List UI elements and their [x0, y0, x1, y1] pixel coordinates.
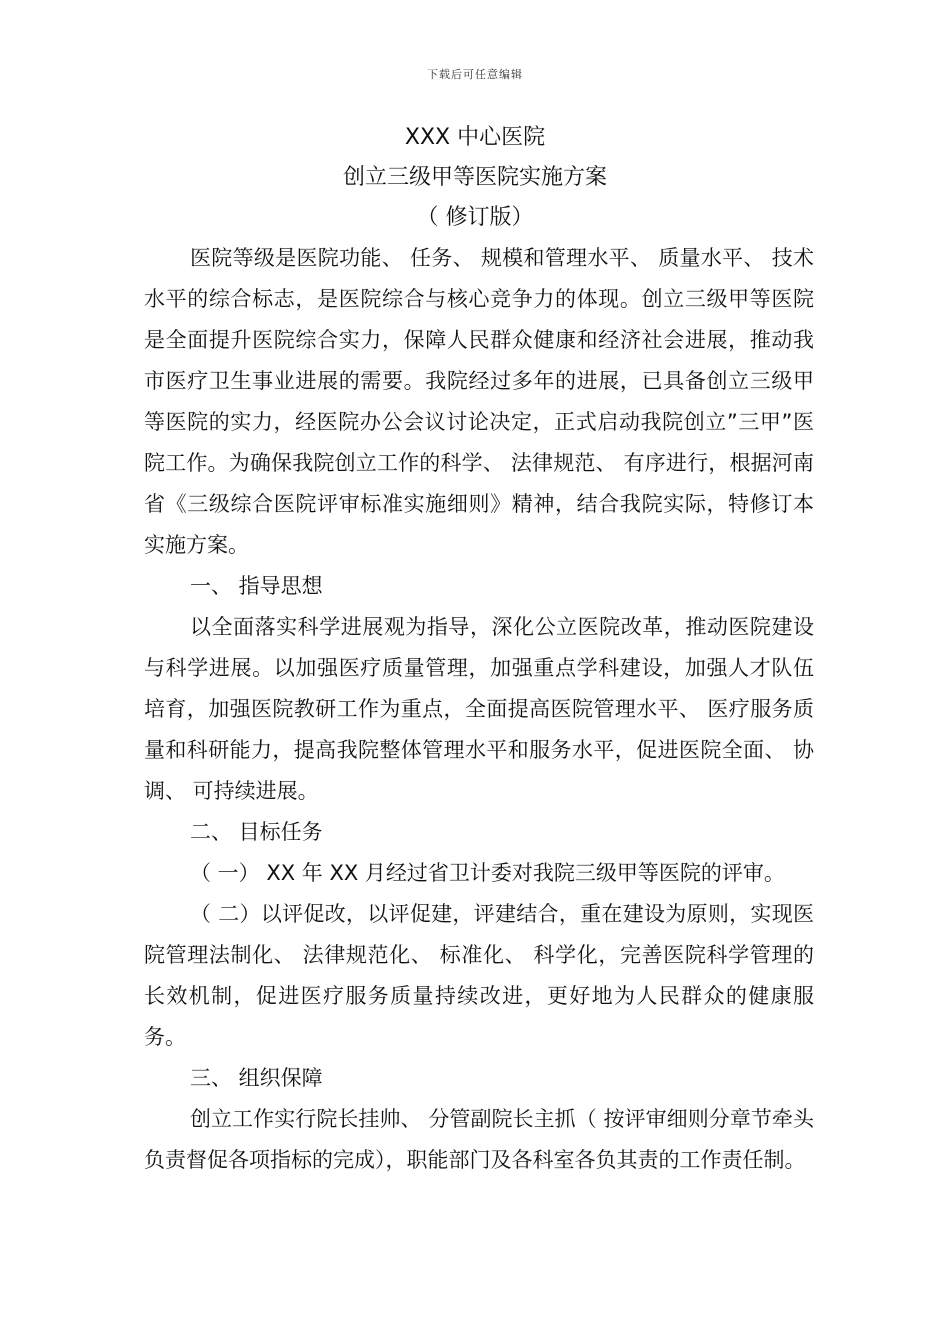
- section-heading-organization: 三、 组织保障: [190, 1066, 323, 1090]
- guiding-ideology-paragraph: 以全面落实科学进展观为指导，深化公立医院改革，推动医院建设与科学进展。以加强医疗质量管理，加强重点学科建设，加强人才队伍培育，加强医院教研工作为重点，全面提高医院管理水平、 医疗服务质量和科研能力，提高我院整体管理水平和服务水平，促进医院全面、 协调、 可持续进展。: [144, 615, 814, 803]
- organization-paragraph: 创立工作实行院长挂帅、 分管副院长主抓（ 按评审细则分章节牵头负责督促各项指标的完成），职能部门及各科室各负其责的工作责任制。: [144, 1107, 814, 1172]
- page-header-note: 下载后可任意编辑: [427, 68, 523, 81]
- section-heading-goals: 二、 目标任务: [190, 820, 323, 844]
- document-title-block: [0, 118, 950, 238]
- document-body: [144, 238, 814, 1181]
- goal-item-2: （ 二）以评促改，以评促建，评建结合，重在建设为原则，实现医院管理法制化、 法律规范化、 标准化、 科学化，完善医院科学管理的长效机制，促进医疗服务质量持续改进，更好地为人民群众的健康服务。: [144, 902, 814, 1049]
- hospital-name-title: XXX 中心医院: [404, 125, 546, 150]
- plan-title: 创立三级甲等医院实施方案: [342, 165, 607, 190]
- goal-item-1: （ 一） XX 年 XX 月经过省卫计委对我院三级甲等医院的评审。: [190, 861, 785, 885]
- revision-subtitle: （ 修订版）: [416, 205, 534, 230]
- section-heading-guiding-ideology: 一、 指导思想: [190, 574, 323, 598]
- intro-paragraph: 医院等级是医院功能、 任务、 规模和管理水平、 质量水平、 技术水平的综合标志，是医院综合与核心竞争力的体现。创立三级甲等医院是全面提升医院综合实力，保障人民群众健康和经济社会进展，推动我市医疗卫生事业进展的需要。我院经过多年的进展，已具备创立三级甲等医院的实力，经医院办公会议讨论决定，正式启动我院创立”三甲”医院工作。为确保我院创立工作的科学、 法律规范、 有序进行，根据河南省《三级综合医院评审标准实施细则》精神，结合我院实际，特修订本实施方案。: [144, 246, 814, 557]
